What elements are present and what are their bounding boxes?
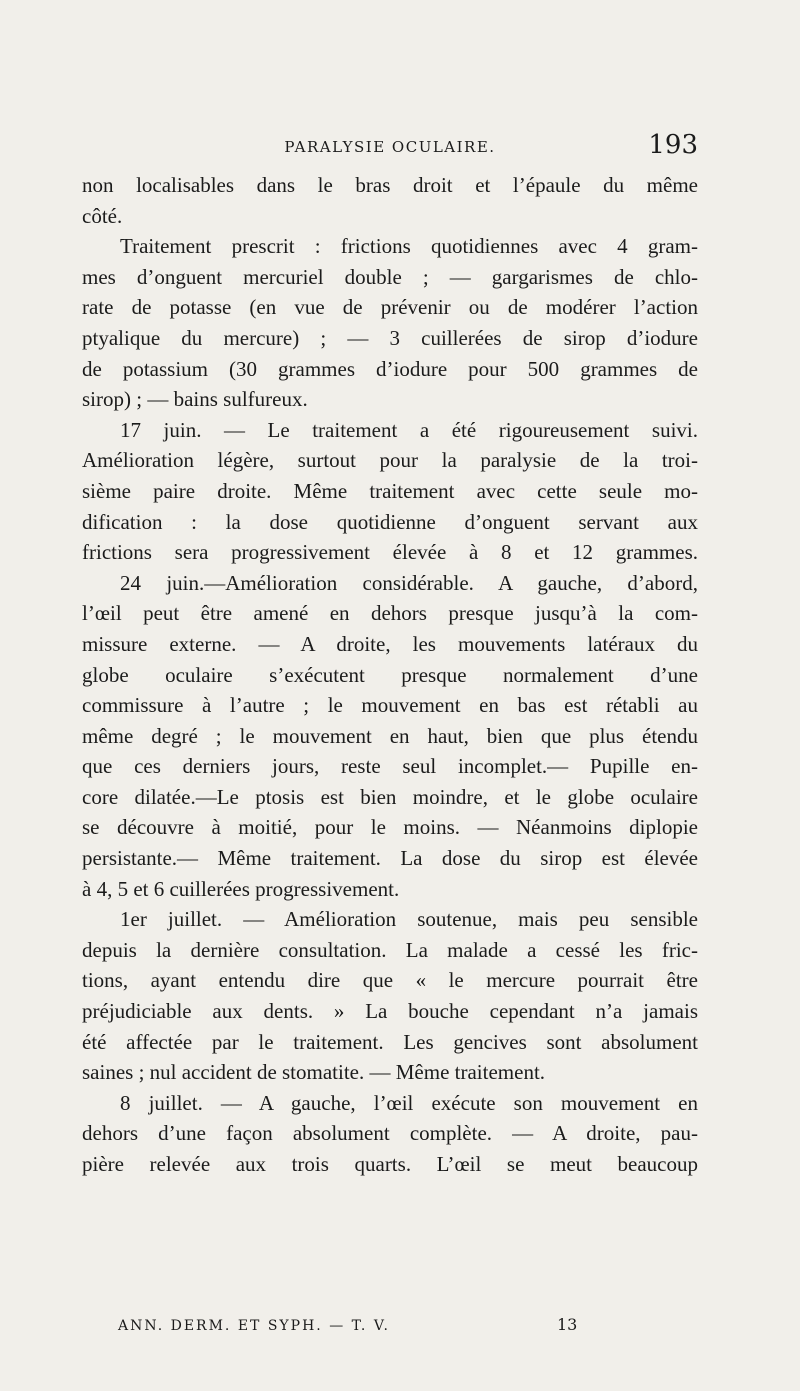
text-line: saines ; nul accident de stomatite. — Même traitement. <box>82 1060 546 1085</box>
text-line: Amélioration légère, surtout pour la paralysie de la troi- <box>82 448 698 473</box>
text-line: commissure à l’autre ; le mouvement en bas est rétabli au <box>82 693 698 718</box>
text-line: tions, ayant entendu dire que « le mercure pourrait être <box>82 968 698 993</box>
text-line: côté. <box>82 203 123 228</box>
footer-signature: ANN. DERM. ET SYPH. — T. V. <box>118 1318 390 1334</box>
text-line: de potassium (30 grammes d’iodure pour 500 grammes de <box>82 356 698 381</box>
text-line: à 4, 5 et 6 cuillerées progressivement. <box>82 876 400 901</box>
text-line: se découvre à moitié, pour le moins. — Néanmoins diplopie <box>82 815 698 840</box>
text-line: globe oculaire s’exécutent presque normalement d’une <box>82 662 698 687</box>
text-line: que ces derniers jours, reste seul incomplet.— Pupille en- <box>82 754 698 779</box>
text-line: mes d’onguent mercuriel double ; — gargarismes de chlo- <box>82 264 698 289</box>
text-line: missure externe. — A droite, les mouvements latéraux du <box>82 631 698 656</box>
text-line: été affectée par le traitement. Les gencives sont absolument <box>82 1029 698 1054</box>
body-text <box>82 170 698 1180</box>
text-line: ptyalique du mercure) ; — 3 cuillerées de sirop d’iodure <box>82 325 698 350</box>
text-line: dification : la dose quotidienne d’onguent servant aux <box>82 509 698 534</box>
text-line: 24 juin.—Amélioration considérable. A gauche, d’abord, <box>120 570 698 595</box>
text-line: persistante.— Même traitement. La dose du sirop est élevée <box>82 846 698 871</box>
text-line: dehors d’une façon absolument complète. — A droite, pau- <box>82 1121 698 1146</box>
text-line: sirop) ; — bains sulfureux. <box>82 387 308 412</box>
running-head <box>82 128 698 168</box>
text-line: pière relevée aux trois quarts. L’œil se meut beaucoup <box>82 1152 698 1176</box>
page-number: 193 <box>648 130 698 160</box>
text-line: 1er juillet. — Amélioration soutenue, mais peu sensible <box>120 907 698 932</box>
text-line: non localisables dans le bras droit et l’épaule du même <box>82 173 698 197</box>
text-line: préjudiciable aux dents. » La bouche cependant n’a jamais <box>82 999 698 1024</box>
text-line: Traitement prescrit : frictions quotidiennes avec 4 gram- <box>120 234 698 259</box>
text-line: sième paire droite. Même traitement avec cette seule mo- <box>82 478 698 503</box>
text-line: 8 juillet. — A gauche, l’œil exécute son mouvement en <box>120 1090 698 1115</box>
text-line: l’œil peut être amené en dehors presque jusqu’à la com- <box>82 601 698 626</box>
text-line: 17 juin. — Le traitement a été rigoureusement suivi. <box>120 417 698 442</box>
text-line: depuis la dernière consultation. La malade a cessé les fric- <box>82 937 698 962</box>
text-line: core dilatée.—Le ptosis est bien moindre, et le globe oculaire <box>82 784 698 809</box>
running-title: PARALYSIE OCULAIRE. <box>284 138 496 156</box>
footer-sheet-number: 13 <box>557 1315 578 1334</box>
text-line: frictions sera progressivement élevée à 8 et 12 grammes. <box>82 540 698 565</box>
text-line: rate de potasse (en vue de prévenir ou de modérer l’action <box>82 295 698 320</box>
text-line: même degré ; le mouvement en haut, bien que plus étendu <box>82 723 698 748</box>
